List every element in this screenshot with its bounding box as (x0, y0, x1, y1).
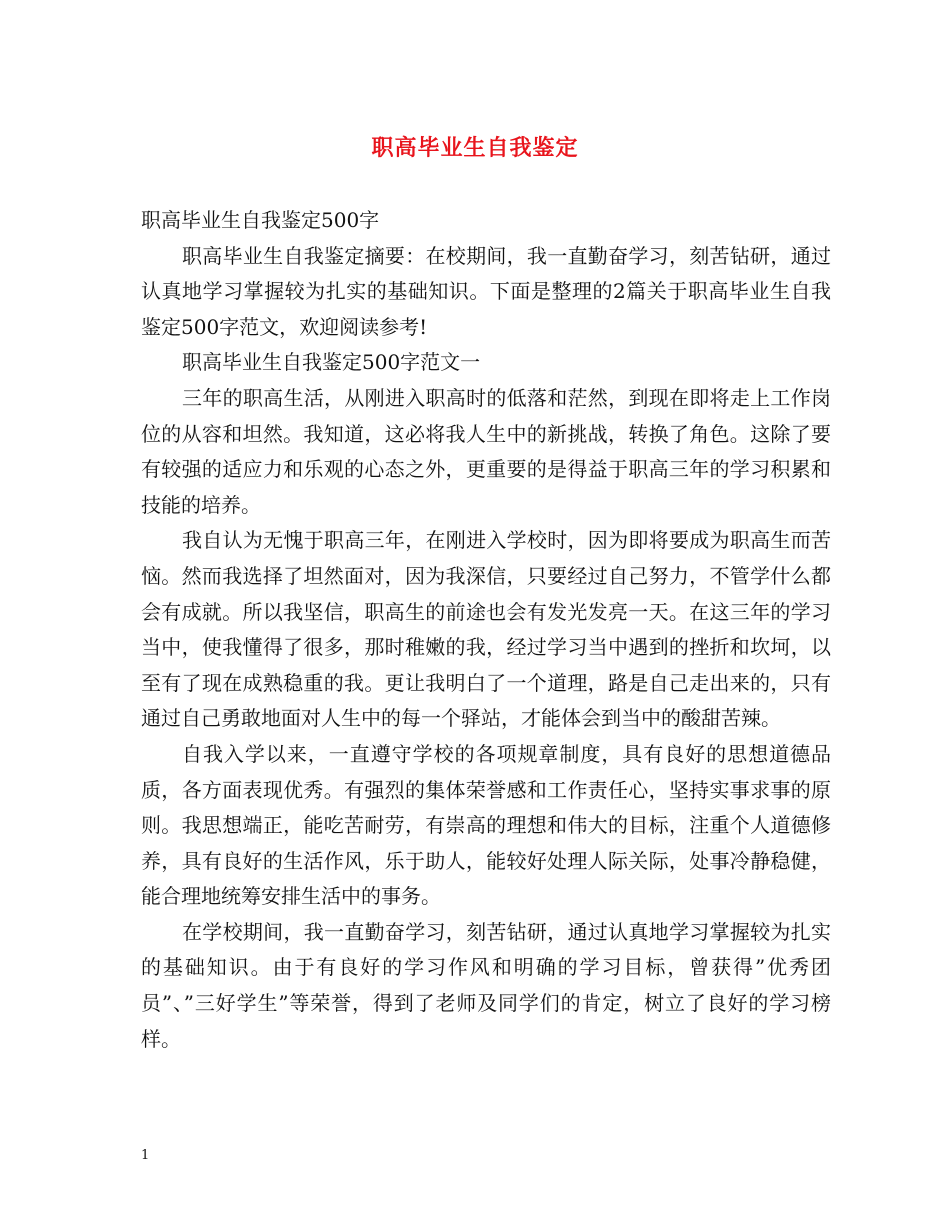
paragraph-body: 我自认为无愧于职高三年，在刚进入学校时，因为即将要成为职高生而苦恼。然而我选择了坦然面对，因为我深信，只要经过自己努力，不管学什么都会有成就。所以我坚信，职高生的前途也会有发光发亮一天。在这三年的学习当中，使我懂得了很多，那时稚嫩的我，经过学习当中遇到的挫折和坎坷，以至有了现在成熟稳重的我。更让我明白了一个道理，路是自己走出来的，只有通过自己勇敢地面对人生中的每一个驿站，才能体会到当中的酸甜苦辣。 (141, 528, 831, 731)
page-number: 1 (141, 1148, 150, 1163)
paragraph-subtitle: 职高毕业生自我鉴定500字 (141, 208, 380, 232)
paragraph-body: 自我入学以来，一直遵守学校的各项规章制度，具有良好的思想道德品质，各方面表现优秀。有强烈的集体荣誉感和工作责任心，坚持实事求事的原则。我思想端正，能吃苦耐劳，有崇高的理想和伟大的目标，注重个人道德修养，具有良好的生活作风，乐于助人，能较好处理人际关际，处事冷静稳健，能合理地统筹安排生活中的事务。 (141, 741, 831, 909)
paragraph-heading-essay-one: 职高毕业生自我鉴定500字范文一 (182, 350, 481, 375)
paragraph-summary: 职高毕业生自我鉴定摘要：在校期间，我一直勤奋学习，刻苦钻研，通过认真地学习掌握较为扎实的基础知识。下面是整理的2篇关于职高毕业生自我鉴定500字范文，欢迎阅读参考! (141, 243, 831, 339)
document-body (141, 203, 831, 1057)
paragraph-body: 三年的职高生活，从刚进入职高时的低落和茫然，到现在即将走上工作岗位的从容和坦然。我知道，这必将我人生中的新挑战，转换了角色。这除了要有较强的适应力和乐观的心态之外，更重要的是得益于职高三年的学习积累和技能的培养。 (141, 385, 831, 517)
paragraph-body: 在学校期间，我一直勤奋学习，刻苦钻研，通过认真地学习掌握较为扎实的基础知识。由于有良好的学习作风和明确的学习目标，曾获得”优秀团员”、”三好学生”等荣誉，得到了老师及同学们的肯定，树立了良好的学习榜样。 (141, 919, 831, 1051)
document-title: 职高毕业生自我鉴定 (371, 135, 579, 161)
